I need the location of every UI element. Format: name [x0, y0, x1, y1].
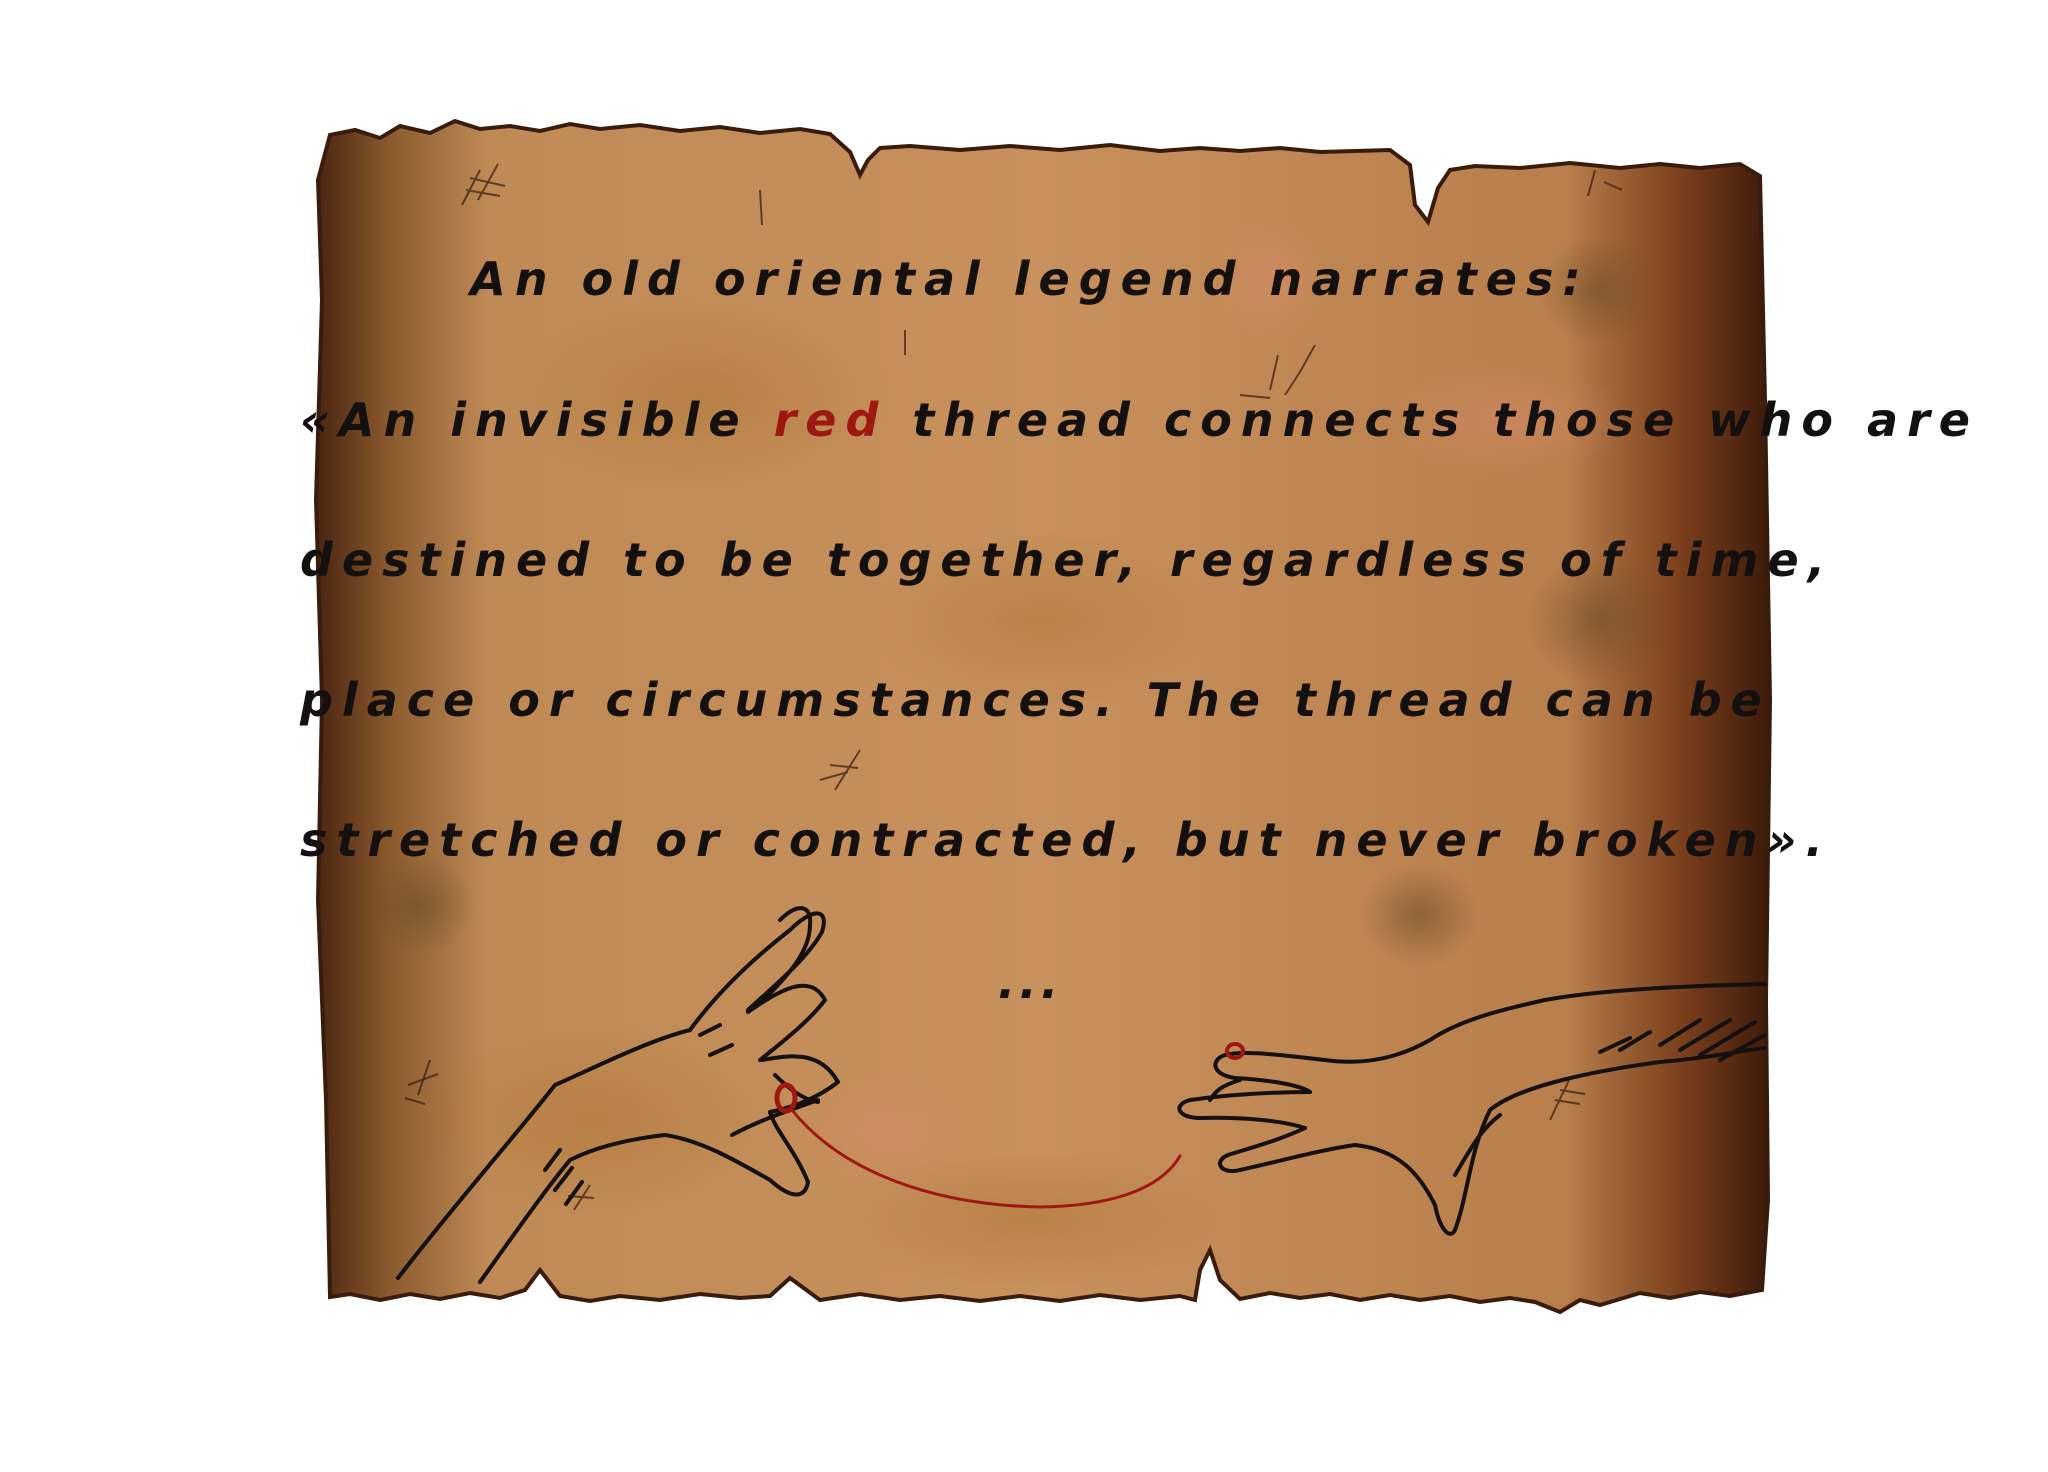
ellipsis: ... [997, 955, 1063, 1009]
legend-heading: An old oriental legend narrates: [470, 252, 1590, 306]
highlight-word-red: red [773, 393, 888, 447]
quote-line-2: destined to be together, regardless of time, [300, 533, 1835, 587]
quote-line-1 [300, 393, 1979, 447]
quote-line-4: stretched or contracted, but never broken». [300, 813, 1832, 867]
quote-line-1-rest: thread connects those who are [887, 393, 1979, 447]
quote-line-3: place or circumstances. The thread can be [300, 673, 1771, 727]
quote-opening-text: «An invisible [300, 393, 774, 447]
